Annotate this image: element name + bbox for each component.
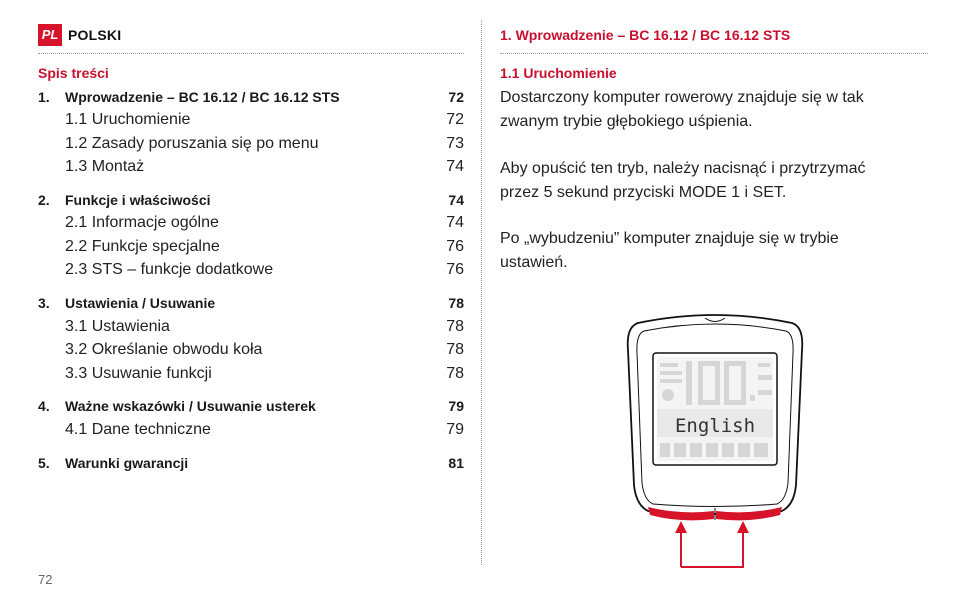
toc-number: 4.: [38, 398, 50, 414]
toc-page: 78: [446, 341, 464, 358]
toc-item-3-3[interactable]: [38, 365, 464, 387]
toc-page: 74: [446, 214, 464, 231]
toc-section-4[interactable]: [38, 398, 464, 420]
toc-section-3[interactable]: [38, 295, 464, 317]
toc-page: 74: [448, 192, 464, 208]
toc-title: Ustawienia / Usuwanie: [65, 295, 216, 311]
toc-page: 79: [446, 421, 464, 438]
toc-page: 76: [446, 261, 464, 278]
toc-item-2-3[interactable]: [38, 261, 464, 283]
toc-item-1-2[interactable]: [38, 135, 464, 157]
left-header-rule: [38, 53, 464, 54]
toc-heading: Spis treści: [38, 65, 109, 81]
toc-title: 2.3 STS – funkcje dodatkowe: [65, 261, 274, 278]
toc-title: 1.2 Zasady poruszania się po menu: [65, 135, 319, 152]
paragraph-line: przez 5 sekund przyciski MODE 1 i SET.: [500, 183, 787, 201]
paragraph-1: [500, 86, 928, 133]
toc-title: 4.1 Dane techniczne: [65, 421, 211, 438]
toc-title: 3.3 Usuwanie funkcji: [65, 365, 212, 382]
toc-page: 72: [446, 111, 464, 128]
paragraph-line: zwanym trybie głębokiego uśpienia.: [500, 112, 753, 130]
toc-title: 2.1 Informacje ogólne: [65, 214, 219, 231]
toc-title: 3.2 Określanie obwodu koła: [65, 341, 263, 358]
toc-item-4-1[interactable]: [38, 421, 464, 443]
toc-title: Ważne wskazówki / Usuwanie usterek: [65, 398, 316, 414]
toc-title: 3.1 Ustawienia: [65, 318, 170, 335]
toc-section-2[interactable]: [38, 192, 464, 214]
toc-page: 78: [446, 365, 464, 382]
toc-title: 1.3 Montaż: [65, 158, 145, 175]
paragraph-2: [500, 157, 928, 204]
toc-item-1-1[interactable]: [38, 111, 464, 133]
toc-page: 78: [446, 318, 464, 335]
right-header-rule: [500, 53, 928, 54]
toc-section-1[interactable]: [38, 89, 464, 111]
toc-number: 2.: [38, 192, 50, 208]
toc-item-3-2[interactable]: [38, 341, 464, 363]
column-divider: [481, 20, 482, 565]
paragraph-line: Dostarczony komputer rowerowy znajduje się w tak: [500, 89, 864, 106]
paragraph-line: Po „wybudzeniu” komputer znajduje się w trybie: [500, 230, 839, 247]
toc-item-2-2[interactable]: [38, 238, 464, 260]
toc-title: Funkcje i właściwości: [65, 192, 211, 208]
toc-item-1-3[interactable]: [38, 158, 464, 180]
paragraph-line: Aby opuścić ten tryb, należy nacisnąć i przytrzymać: [500, 160, 866, 177]
toc-item-3-1[interactable]: [38, 318, 464, 340]
subsection-heading: 1.1 Uruchomienie: [500, 65, 617, 81]
paragraph-line: ustawień.: [500, 253, 568, 271]
toc-page: 79: [448, 398, 464, 414]
toc-number: 3.: [38, 295, 50, 311]
toc-page: 76: [446, 238, 464, 255]
page-number: 72: [38, 572, 53, 587]
toc-page: 72: [448, 89, 464, 105]
page-section-title: 1. Wprowadzenie – BC 16.12 / BC 16.12 STS: [500, 27, 791, 43]
toc-page: 81: [448, 455, 464, 471]
paragraph-3: [500, 227, 928, 274]
toc-page: 78: [448, 295, 464, 311]
toc-number: 1.: [38, 89, 50, 105]
language-badge: PL: [38, 24, 62, 46]
toc-number: 5.: [38, 455, 50, 471]
toc-title: 2.2 Funkcje specjalne: [65, 238, 220, 255]
toc-page: 74: [446, 158, 464, 175]
toc-title: Warunki gwarancji: [65, 455, 189, 471]
toc-title: 1.1 Uruchomienie: [65, 111, 191, 128]
toc-section-5[interactable]: [38, 455, 464, 477]
toc-item-2-1[interactable]: [38, 214, 464, 236]
toc-title: Wprowadzenie – BC 16.12 / BC 16.12 STS: [65, 89, 340, 105]
language-label: POLSKI: [68, 27, 122, 43]
bike-computer-illustration: [620, 305, 810, 570]
device-display-text: English: [674, 415, 756, 437]
toc-page: 73: [446, 135, 464, 152]
